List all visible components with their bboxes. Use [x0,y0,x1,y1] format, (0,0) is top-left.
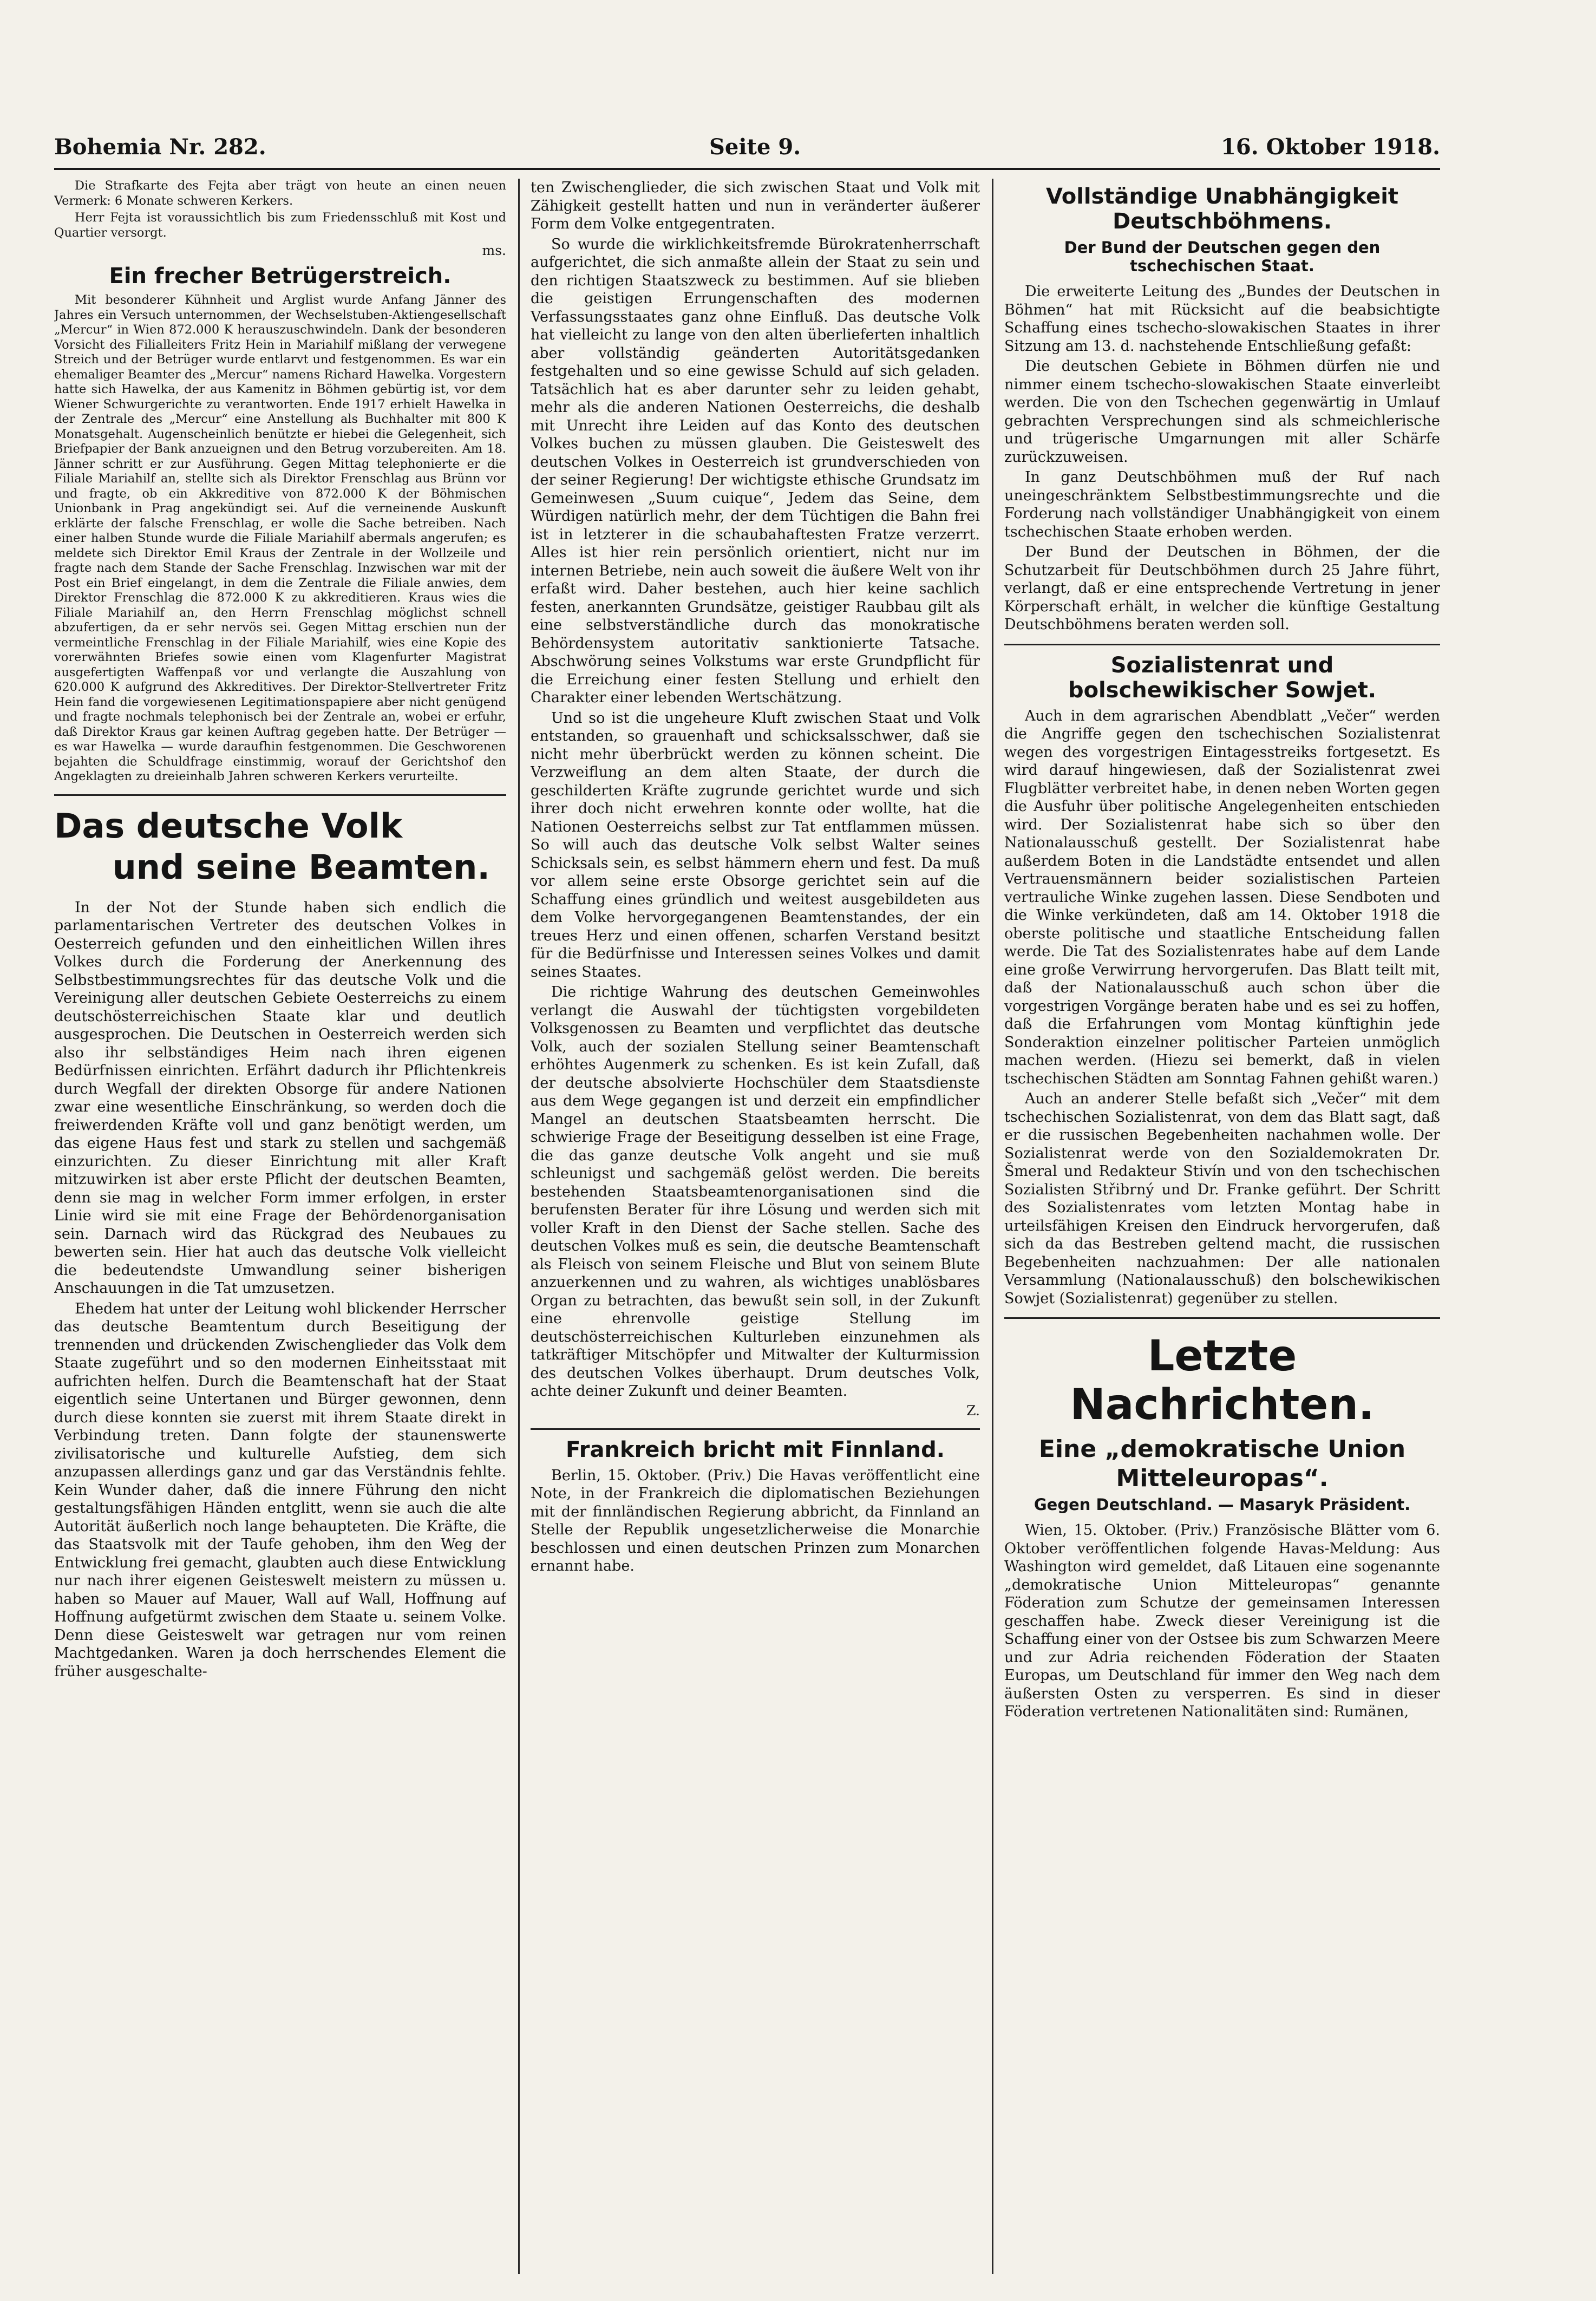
article-paragraph: Und so ist die ungeheure Kluft zwischen Staat und Volk entstanden, so grauenhaft und schicksalsschwer, daß sie nicht mehr überbrückt werden zu können scheint. Die Verzweiflung an dem alten Staate, der durch die geschilderten Kräfte zugrunde gerichtet wurde und sich ihrer doch nicht erwehren konnte oder wollte, hat die Nationen Oesterreichs selbst zur Tat entflammen müssen. So will auch das deutsche Volk selbst Walter seines Schicksals sein, es selbst hämmern ehern und fest. Da muß vor allem seine erste Obsorge gerichtet sein auf die Schaffung eines gründlich und weitest ausgebildeten aus dem Volke hervorgegangenen Beamtenstandes, der ein treues Herz und einen offenen, scharfen Verstand besitzt für die Bedürfnisse und Interessen seines Volkes und damit seines Staates. [531,709,980,980]
article-paragraph: Mit besonderer Kühnheit und Arglist wurde Anfang Jänner des Jahres ein Versuch unternommen, der Wechselstuben-Aktiengesellschaft „Mercur“ in Wien 872.000 K herauszuschwindeln. Dank der besonderen Vorsicht des Filialleiters Fritz Hein in Mariahilf mißlang der verwegene Streich und der Betrüger wurde entlarvt und festgenommen. Es war ein ehemaliger Beamter des „Mercur“ namens Richard Hawelka. Vorgestern hatte sich Hawelka, der aus Kamenitz in Böhmen gebürtig ist, vor dem Wiener Schwurgerichte zu verantworten. Ende 1917 erhielt Hawelka in der Zentrale des „Mercur“ eine Anstellung als Buchhalter mit 800 K Monatsgehalt. Augenscheinlich benützte er hiebei die Gelegenheit, sich Briefpapier der Bank anzueignen und den Betrug vorzubereiten. Am 18. Jänner schritt er zur Ausführung. Gegen Mittag telephonierte er die Filiale Mariahilf an, stellte sich als Direktor Frenschlag aus Brünn vor und fragte, ob ein Akkreditive von 872.000 K der Böhmischen Unionbank in Prag angekündigt sei. Auf die verneinende Auskunft erklärte der falsche Frenschlag, er wolle die Sache betreiben. Nach einer halben Stunde wurde die Filiale Mariahilf abermals angerufen; es meldete sich Direktor Emil Kraus der Zentrale in der Wollzeile und fragte nach dem Stande der Sache Frenschlag. Inzwischen war mit der Post ein Brief eingelangt, in dem die Zentrale die Filiale anwies, dem Direktor Frenschlag die 872.000 K zu akkreditieren. Kraus wies die Filiale Mariahilf an, den Herrn Frenschlag möglichst schnell abzufertigen, da er sehr nervös sei. Gegen Mittag erschien nun der vermeintliche Frenschlag in der Filiale Mariahilf, wies eine Kopie des vorerwähnten Briefes sowie einen vom Klagenfurter Magistrat ausgefertigten Waffenpaß vor und verlangte die Auszahlung von 620.000 K aufgrund des Akkreditives. Der Direktor-Stellvertreter Fritz Hein fand die vorgewiesenen Legitimationspapiere aber nicht genügend und fragte nochmals telephonisch bei der Zentrale an, wobei er erfuhr, daß Direktor Kraus gar keinen Auftrag gegeben hatte. Der Betrüger — es war Hawelka — wurde daraufhin festgenommen. Die Geschworenen bejahten die Schuldfrage einstimmig, worauf der Gerichtshof den Angeklagten zu dreieinhalb Jahren schweren Kerkers verurteilte. [54,293,506,783]
feature-headline-line2: und seine Beamten. [112,847,490,887]
author-signature: ms. [482,243,506,258]
column-rule [992,179,993,2274]
column-rule [518,179,520,2274]
article-paragraph: Berlin, 15. Oktober. (Priv.) Die Havas veröffentlicht eine Note, in der Frankreich die diplomatischen Beziehungen mit der finnländischen Regierung abbricht, da Finnland an Stelle der Republik ungesetzlicherweise die Monarchie beschlossen und einen deutschen Prinzen zum Monarchen ernannt habe. [531,1467,980,1574]
issue-number: Bohemia Nr. 282. [54,134,266,160]
article-paragraph: In der Not der Stunde haben sich endlich die parlamentarischen Vertreter des deutschen Volkes in Oesterreich gefunden und den einheitlichen Willen ihres Volkes durch die Forderung der Anerkennung des Selbstbestimmungsrechtes für das deutsche Volk und die Vereinigung aller deutschen Gebiete Oesterreichs zu einem deutschösterreichischen Staate klar und deutlich ausgesprochen. Die Deutschen in Oesterreich werden sich also ihr selbständiges Heim nach ihren eigenen Bedürfnissen einrichten. Erfährt dadurch ihr Pflichtenkreis durch Wegfall der direkten Obsorge für andere Nationen zwar eine wesentliche Einschränkung, so werden doch die freiwerdenden Kräfte voll und ganz benötigt werden, um das eigene Haus fest und stark zu stellen und sachgemäß einzurichten. Zu dieser Einrichtung mit aller Kraft mitzuwirken ist aber erste Pflicht der deutschen Beamten, denn sie mag in welcher Form immer erfolgen, in erster Linie wird sie mit eine Frage der Behördenorganisation sein. Darnach wird das Rückgrad des Neubaues zu bewerten sein. Hier hat auch das deutsche Volk vielleicht die bedeutendste Umwandlung seiner bisherigen Anschauungen in die Tat umzusetzen. [54,899,506,1297]
article-headline: Eine „demokratische Union Mitteleuropas“. [1038,1435,1406,1492]
column-right [1004,179,1440,2274]
article-subheadline: Gegen Deutschland. — Masaryk Präsident. [1034,1495,1411,1514]
article-headline: Frankreich bricht mit Finnland. [566,1437,945,1462]
article-subheadline: Der Bund der Deutschen gegen den tschechischen Staat. [1064,238,1381,275]
column-left [54,179,506,2274]
article-paragraph: In ganz Deutschböhmen muß der Ruf nach uneingeschränktem Selbstbestimmungsrechte und die Forderung nach vollständiger Unabhängigkeit von einem tschechischen Staate erhoben werden. [1004,469,1440,540]
article-paragraph: Die richtige Wahrung des deutschen Gemeinwohles verlangt die Auswahl der tüchtigsten vorgebildeten Volksgenossen zu Beamten und verpflichtet das deutsche Volk, auch der sozialen Stellung seiner Beamtenschaft erhöhtes Augenmerk zu schenken. Es ist kein Zufall, daß der deutsche absolvierte Hochschüler dem Staatsdienste aus dem Wege gegangen ist und derzeit ein empfindlicher Mangel an deutschen Staatsbeamten herrscht. Die schwierige Frage der Beseitigung desselben ist eine Frage, die das ganze deutsche Volk angeht und sie muß schleunigst und sachgemäß gelöst werden. Die bereits bestehenden Staatsbeamtenorganisationen sind die berufensten Berater für ihre Lösung und werden sich mit voller Kraft in den Dienst der Sache stellen. Sache des deutschen Volkes muß es sein, die deutsche Beamtenschaft als Fleisch von seinem Fleische und Blut von seinem Blute anzuerkennen und zu wahren, als wichtiges unablösbares Organ zu betrachten, das bewußt sein soll, in der Zukunft eine ehrenvolle geistige Stellung im deutschösterreichischen Kulturleben einzunehmen als tatkräftiger Mitschöpfer und Mitwalter der Kulturmission des deutschen Volkes überhaupt. Drum deutsches Volk, achte deiner Zukunft und deiner Beamten. [531,984,980,1400]
article-paragraph: Die erweiterte Leitung des „Bundes der Deutschen in Böhmen“ hat mit Rücksicht auf die beabsichtigte Schaffung eines tschecho-slowakischen Staates in ihrer Sitzung am 13. d. nachstehende Entschließung gefaßt: [1004,283,1440,355]
article-paragraph: Auch in dem agrarischen Abendblatt „Večer“ werden die Angriffe gegen den tschechischen Sozialistenrat wegen des vorgestrigen Eintagesstreiks fortgesetzt. Es wird darauf hingewiesen, daß der Sozialistenrat zwei Flugblätter verbreitet habe, in denen neben Worten gegen die Ausfuhr über politische Angelegenheiten entschieden wird. Der Sozialistenrat habe sich so über den Nationalausschuß gestellt. Der Sozialistenrat habe außerdem Boten in die Landstädte entsendet und allen Vertrauensmännern beider sozialistischen Parteien vertrauliche Winke zugehen lassen. Diese Sendboten und die Winke verkündeten, daß am 14. Oktober 1918 die oberste politische und staatliche Entscheidung fallen werde. Die Tat des Sozialistenrates habe auf dem Lande eine große Verwirrung hervorgerufen. Das Blatt teilt mit, daß der Nationalausschuß auch schon über die vorgestrigen Vorgänge beraten habe und es sei zu hoffen, daß die Erfahrungen vom Montag künftighin jede Sonderaktion einzelner politischer Parteien unmöglich machen werden. (Hiezu sei bemerkt, daß in vielen tschechischen Städten am Sonntag Fahnen gehißt waren.) [1004,707,1440,1087]
article-paragraph: So wurde die wirklichkeitsfremde Bürokratenherrschaft aufgerichtet, die sich anmaßte allein der Staat zu sein und den richtigen Staatszweck zu bestimmen. Auf sie blieben die geistigen Errungenschaften des modernen Verfassungsstaates ganz ohne Einfluß. Das deutsche Volk hat vielleicht zu lange von den alten überlieferten inhaltlich aber vollständig geänderten Autoritätsgedanken festgehalten und so eine gewisse Schuld auf sich geladen. Tatsächlich hat es aber darunter sehr zu leiden gehabt, mehr als die anderen Nationen Oesterreichs, die deshalb mit Unrecht ihre Leiden auf das Konto des deutschen Volkes buchen zu müssen glauben. Die Geisteswelt des deutschen Volkes in Oesterreich ist grundverschieden von der seiner Regierung! Der wichtigste ethische Grundsatz im Gemeinwesen „Suum cuique“, Jedem das Seine, dem Würdigen natürlich mehr, der dem Tüchtigen die Bahn frei ist in letzterer in die schaubahaftesten Fratze verzerrt. Alles ist hier rein persönlich orientiert, nicht nur im internen Betriebe, nein auch soweit die äußere Welt von ihr erfaßt wird. Daher bestehen, auch hier keine sachlich festen, anerkannten Grundsätze, geistiger Raubbau gilt als eine selbstverständliche durch das monokratische Behördensystem autoritativ sanktionierte Tatsache. Abschwörung seines Volkstums war erste Grundpflicht für die Erreichung einer festen Stellung und erhielt den Charakter einer lebenden Wertschätzung. [531,236,980,706]
newspaper-page [54,130,1440,2274]
column-middle [531,179,980,2274]
issue-date: 16. Oktober 1918. [1221,134,1440,160]
article-paragraph: Die Strafkarte des Fejta aber trägt von heute an einen neuen Vermerk: 6 Monate schweren Kerkers. [54,179,506,208]
section-headline: Letzte Nachrichten. [1070,1332,1375,1429]
feature-headline-line1: Das deutsche Volk [54,806,403,846]
page-number: Seite 9. [709,134,801,160]
article-headline: Sozialistenrat und bolschewikischer Sowjet. [1068,652,1377,703]
feature-headline [54,806,506,888]
article-paragraph: Auch an anderer Stelle befaßt sich „Večer“ mit dem tschechischen Sozialistenrat, von dem das Blatt sagt, daß er die russischen Begebenheiten nachahmen wolle. Der Sozialistenrat werde von den Sozialdemokraten Dr. Šmeral und Redakteur Stivín und von den tschechischen Sozialisten Střibrný und Dr. Franke geführt. Der Schritt des Sozialistenrates vom letzten Montag habe in urteilsfähigen Kreisen den Eindruck hervorgerufen, daß sich da das Bestreben geltend macht, die russischen Begebenheiten nachzuahmen: Der alle nationalen Versammlung (Nationalausschuß) den bolschewikischen Sowjet (Sozialistenrat) gegenüber zu stellen. [1004,1090,1440,1307]
article-paragraph: ten Zwischenglieder, die sich zwischen Staat und Volk mit Zähigkeit gestellt hatten und nun in veränderter äußerer Form dem Volke entgegentraten. [531,179,980,232]
author-signature: Z. [966,1402,980,1418]
article-paragraph: Die deutschen Gebiete in Böhmen dürfen nie und nimmer einem tschecho-slowakischen Staate einverleibt werden. Die von den Tschechen gegenwärtig in Umlauf gebrachten Versprechungen sind als schmeichlerische und trügerische Umgarnungen mit aller Schärfe zurückzuweisen. [1004,358,1440,466]
section-divider [1004,1317,1440,1319]
article-paragraph: Der Bund der Deutschen in Böhmen, der die Schutzarbeit für Deutschböhmen durch 25 Jahre führt, verlangt, daß er eine entsprechende Vertretung in jener Körperschaft erhält, in welcher die künftige Gestaltung Deutschböhmens beraten werden soll. [1004,544,1440,633]
section-divider [1004,644,1440,645]
page-header [54,130,1440,170]
section-divider [54,794,506,796]
article-headline: Vollständige Unabhängigkeit Deutschböhmens. [1045,184,1399,234]
article-paragraph: Wien, 15. Oktober. (Priv.) Französische Blätter vom 6. Oktober veröffentlichen folgende Havas-Meldung: Aus Washington wird gemeldet, daß Litauen eine sogenannte „demokratische Union Mitteleuropas“ genannte Föderation zum Schutze der gemeinsamen Interessen geschaffen habe. Zweck dieser Vereinigung ist die Schaffung einer von der Ostsee bis zum Schwarzen Meere und zur Adria reichenden Föderation der Staaten Europas, um Deutschland für immer den Weg nach dem äußersten Osten zu versperren. Es sind in dieser Föderation vertretenen Nationalitäten sind: Rumänen, [1004,1522,1440,1720]
article-headline: Ein frecher Betrügerstreich. [109,264,452,289]
section-divider [531,1428,980,1430]
article-paragraph: Herr Fejta ist voraussichtlich bis zum Friedensschluß mit Kost und Quartier versorgt. [54,211,506,240]
article-paragraph: Ehedem hat unter der Leitung wohl blickender Herrscher das deutsche Beamtentum durch Beseitigung der trennenden und drückenden Zwischenglieder das Volk dem Staate zugeführt und so den modernen Einheitsstaat mit aufrichten helfen. Durch die Beamtenschaft hat der Staat eigentlich seine Untertanen und Bürger gewonnen, denn durch diese konnten sie zuerst mit ihrem Staate direkt in Verbindung treten. Dann folgte der staunenswerte zivilisatorische und kulturelle Aufstieg, dem sich anzupassen allerdings ganz und gar das Verständnis fehlte. Kein Wunder daher, daß die innere Führung den nicht gestaltungsfähigen Händen entglitt, wenn sie auch die alte Autorität äußerlich noch lange behaupteten. Die Kräfte, die das Staatsvolk mit der Taufe gehoben, ihm den Weg der Entwicklung frei gemacht, glaubten auch diese Entwicklung nur nach ihrer eigenen Geisteswelt meistern zu müssen u. haben so Mauer auf Mauer, Wall auf Wall, Hoffnung auf Hoffnung aufgetürmt zwischen dem Staate u. seinem Volke. Denn diese Geisteswelt war getragen nur vom reinen Machtgedanken. Waren ja doch herrschendes Element die früher ausgeschalte- [54,1300,506,1680]
